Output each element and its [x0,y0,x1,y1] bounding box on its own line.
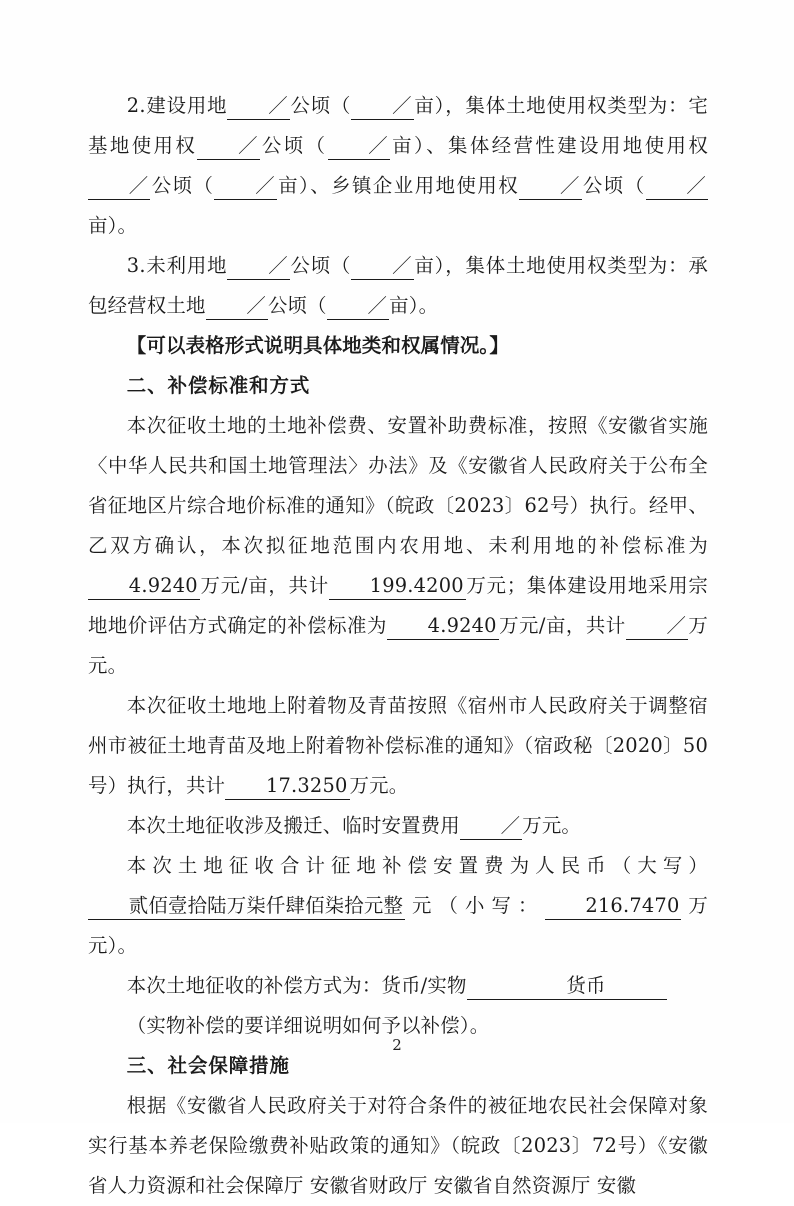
text-run: 本次征收土地地上附着物及青苗按照《宿州市人民政府关于调整宿州市被征土地青苗及地上附着物补偿标准的通知》（宿政秘〔2020〕50号）执行，共计 [88,694,708,797]
paragraph-social-security-basis: 根据《安徽省人民政府关于对符合条件的被征地农民社会保障对象实行基本养老保险缴费补贴政策的通知》（皖政〔2023〕72号）《安徽省人力资源和社会保障厅 安徽省财政厅 安徽省自然资源厅 安徽 [88,1094,708,1197]
text-run: 万元；集体建设用地采用宗地地价评估方式确定的补偿标准为 [88,574,708,637]
paragraph-relocation-fee [88,806,708,846]
blank-field[interactable]: ／ [328,133,390,160]
text-run: 本次土地征收合计征地补偿安置费为人民币（大写） [126,854,708,877]
blank-field[interactable]: ／ [351,93,413,120]
blank-field[interactable]: ／ [646,173,708,200]
blank-field-method[interactable]: 货币 [467,973,667,1000]
text-run: 公顷（ [289,94,352,117]
text-run: 本次土地征收的补偿方式为：货币/实物 [126,974,467,997]
text-run: 公顷（ [150,174,215,197]
blank-field-rate-1[interactable]: 4.9240 [88,573,200,600]
text-run: 公顷（ [289,254,352,277]
text-run: 万元。 [522,814,582,837]
text-run: 亩）。 [389,294,439,317]
text-run: 公顷（ [259,134,328,157]
blank-field[interactable]: ／ [227,253,289,280]
paragraph-table-note: 【可以表格形式说明具体地类和权属情况。】 [126,334,509,357]
text-run: 公顷（ [267,294,327,317]
blank-field-total-1[interactable]: 199.4200 [329,573,466,600]
paragraph-construction-land [88,86,708,246]
paragraph-total-amount [88,846,708,966]
text-run: 本次土地征收涉及搬迁、临时安置费用 [126,814,460,837]
page-number: 2 [392,1036,402,1054]
text-run: 亩）、集体经营性建设用地使用权 [389,134,708,157]
text-run: 2.建设用地 [126,94,228,117]
text-run: 万元/亩，共计 [498,614,626,637]
text-run: 亩），集体土地使用权类型为：宅基地使用权 [88,94,708,157]
text-run: 亩）、乡镇企业用地使用权 [276,174,520,197]
text-run: 万元/亩，共计 [199,574,329,597]
paragraph-unused-land [88,246,708,326]
text-run: 万元。 [349,774,409,797]
blank-field[interactable]: ／ [214,173,276,200]
blank-field[interactable]: ／ [206,293,268,320]
blank-field[interactable]: ／ [197,133,259,160]
text-run: 万元。 [88,614,709,677]
blank-field[interactable]: ／ [227,93,289,120]
blank-field[interactable]: ／ [327,293,389,320]
blank-field-attachment-total[interactable]: 17.3250 [225,773,349,800]
text-run: 元（小写： [405,894,545,917]
paragraph-method-note: （实物补偿的要详细说明如何予以补偿）。 [126,1014,490,1037]
section-heading-compensation: 二、补偿标准和方式 [126,374,311,397]
paragraph-attachments-compensation [88,686,708,806]
blank-field[interactable]: ／ [519,173,581,200]
text-run: 本次征收土地的土地补偿费、安置补助费标准，按照《安徽省实施〈中华人民共和国土地管理法〉办法》及《安徽省人民政府关于公布全省征地区片综合地价标准的通知》（皖政〔2023〕62号）执行。经甲、乙双方确认，本次拟征地范围内农用地、未利用地的补偿标准为 [88,414,708,557]
paragraph-compensation-standard [88,406,708,686]
section-heading-social-security: 三、社会保障措施 [126,1054,290,1077]
paragraph-compensation-method [88,966,708,1006]
blank-field-amount-words[interactable]: 贰佰壹拾陆万柒仟肆佰柒拾元整 [88,893,405,920]
text-run: 3.未利用地 [126,254,228,277]
text-run: 亩）。 [88,214,138,237]
blank-field[interactable]: ／ [88,173,150,200]
blank-field-rate-2[interactable]: 4.9240 [387,613,499,640]
text-run: 万元）。 [88,894,708,957]
blank-field-relocation[interactable]: ／ [460,813,522,840]
blank-field-amount-digits[interactable]: 216.7470 [545,893,682,920]
blank-field-total-2[interactable]: ／ [626,613,688,640]
text-run: 公顷（ [581,174,646,197]
text-run: 亩），集体土地使用权类型为：承包经营权土地 [88,254,708,317]
blank-field[interactable]: ／ [351,253,413,280]
